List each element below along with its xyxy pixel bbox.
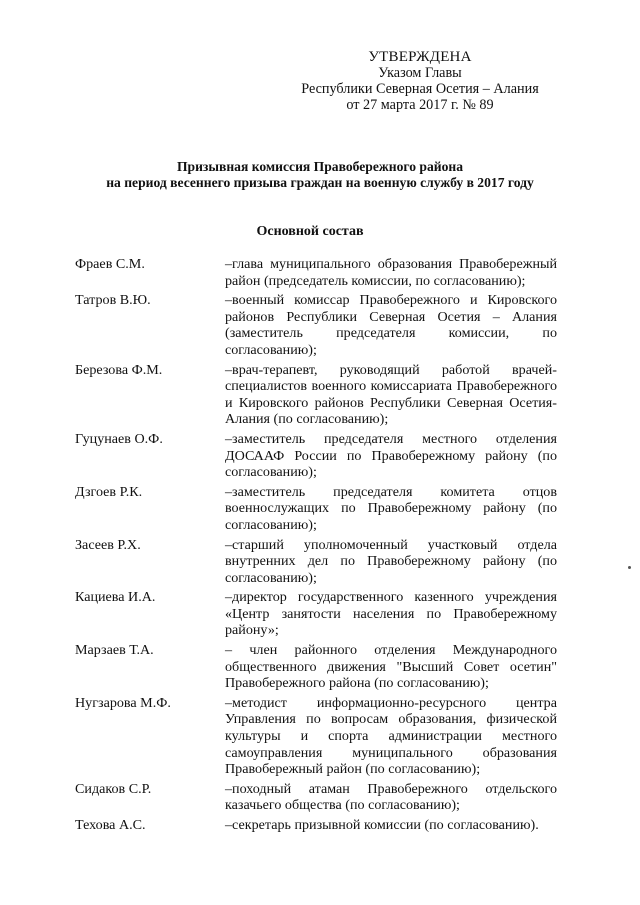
member-role: –секретарь призывной комиссии (по согласованию). [225, 817, 539, 833]
section-heading: Основной состав [256, 224, 364, 239]
member-role: –директор государственного казенного учреждения «Центр занятости населения по Правобережному району»; [225, 589, 557, 639]
member-row [75, 695, 565, 778]
document-title [60, 159, 580, 191]
member-name: Гуцунаев О.Ф. [75, 430, 163, 447]
scan-speck [628, 566, 631, 569]
approval-stamp [300, 49, 540, 113]
title-line-1: Призывная комиссия Правобережного района [176, 159, 464, 174]
member-row [75, 537, 565, 587]
title-line-2: на период весеннего призыва граждан на военную службу в 2017 году [106, 175, 534, 190]
member-role: –заместитель председателя местного отделения ДОСААФ России по Правобережному району (по согласованию); [225, 430, 557, 481]
member-role: –глава муниципального образования Правобережный район (председатель комиссии, по согласованию); [225, 256, 557, 289]
member-role: –походный атаман Правобережного отдельского казачьего общества (по согласованию); [225, 780, 557, 814]
member-name: Марзаев Т.А. [75, 642, 154, 659]
approval-decree: Указом Главы [378, 65, 462, 81]
member-name: Техова А.С. [75, 817, 146, 833]
approval-republic: Республики Северная Осетия – Алания [301, 81, 539, 97]
member-name: Дзгоев Р.К. [75, 483, 143, 500]
members-list [75, 256, 565, 837]
member-row [75, 362, 565, 428]
member-role: –старший уполномоченный участковый отдела внутренних дел по Правобережному району (по согласованию); [225, 536, 557, 586]
approval-date: от 27 марта 2017 г. № 89 [346, 97, 494, 113]
member-role: –врач-терапевт, руководящий работой врачей-специалистов военного комиссариата Правобережного и Кировского районов Республики Северная Осетия-Алания (по согласованию); [225, 361, 557, 428]
approval-heading: УТВЕРЖДЕНА [368, 49, 472, 65]
member-row [75, 589, 565, 639]
member-name: Фраев С.М. [75, 256, 145, 272]
member-name: Татров В.Ю. [75, 292, 151, 309]
member-name: Сидаков С.Р. [75, 780, 152, 797]
member-row [75, 484, 565, 534]
member-name: Кациева И.А. [75, 589, 156, 606]
member-role: –заместитель председателя комитета отцов военнослужащих по Правобережному району (по согласованию); [225, 483, 557, 533]
member-row [75, 642, 565, 692]
member-row [75, 256, 565, 289]
member-name: Нугзарова М.Ф. [75, 694, 171, 711]
member-role: –военный комиссар Правобережного и Кировского районов Республики Северная Осетия – Алания (заместитель председателя комиссии, по согласованию); [225, 292, 557, 358]
member-name: Засеев Р.Х. [75, 536, 141, 553]
member-row [75, 781, 565, 814]
member-name: Березова Ф.М. [75, 361, 163, 378]
member-row [75, 817, 565, 834]
member-row [75, 292, 565, 358]
member-role: –методист информационно-ресурсного центра Управления по вопросам образования, физической культуры и спорта администрации местного самоуправления муниципального образования Правобережный район (по согласованию); [225, 694, 557, 778]
member-role: – член районного отделения Международного общественного движения "Высший Совет осетин" Правобережного района (по согласованию); [225, 642, 557, 692]
member-row [75, 431, 565, 481]
